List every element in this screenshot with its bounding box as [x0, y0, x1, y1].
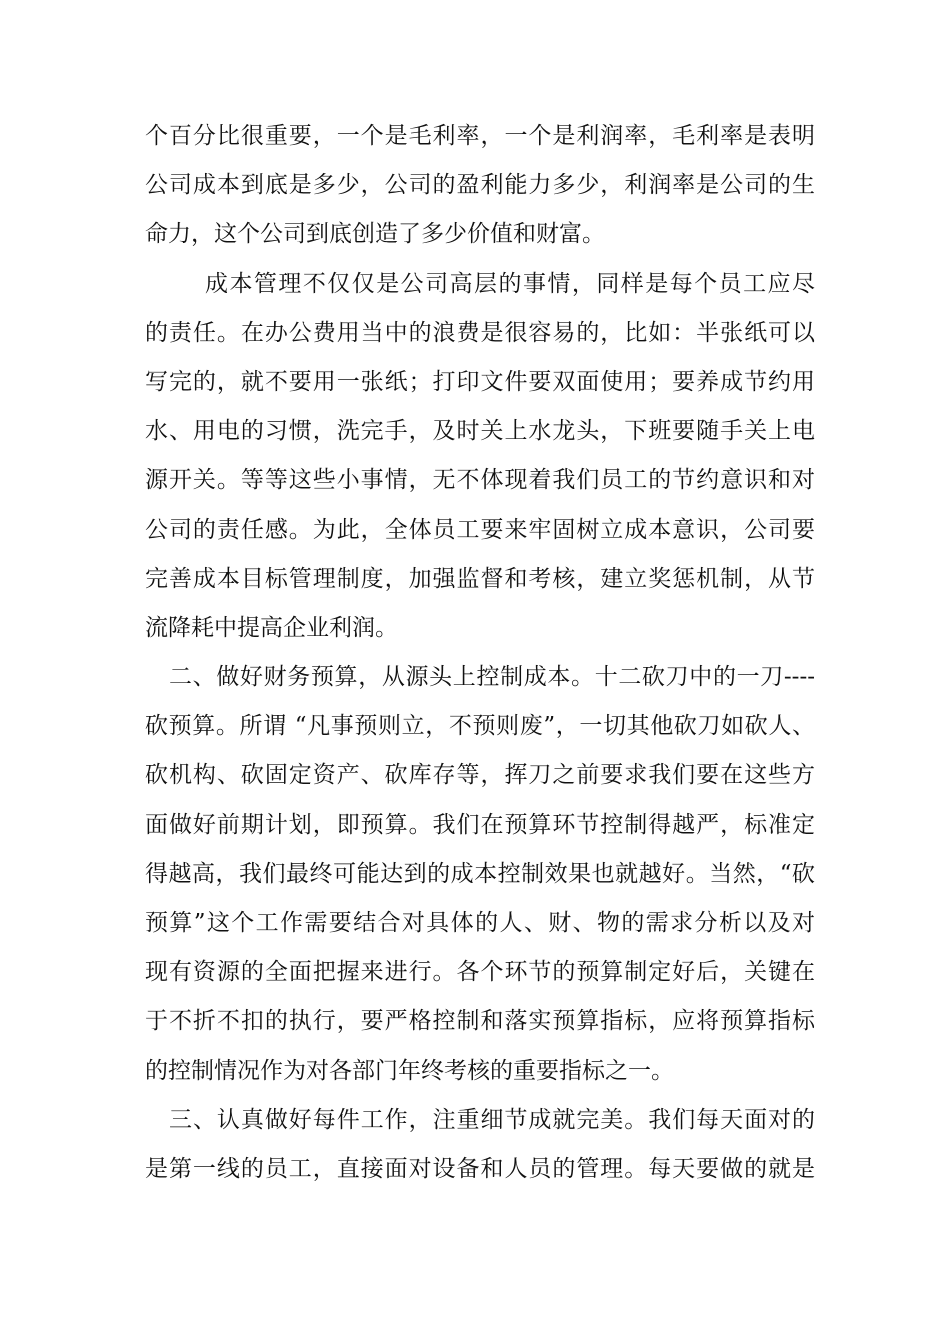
text-line: 面做好前期计划，即预算。我们在预算环节控制得越严，标准定 — [145, 811, 815, 838]
text-line: 的责任。在办公费用当中的浪费是很容易的，比如：半张纸可以 — [145, 319, 815, 346]
text-line: 得越高，我们最终可能达到的成本控制效果也就越好。当然，“砍 — [145, 860, 815, 887]
text-line: 预算”这个工作需要结合对具体的人、财、物的需求分析以及对 — [145, 910, 815, 936]
text-line: 个百分比很重要，一个是毛利率，一个是利润率，毛利率是表明 — [145, 123, 815, 149]
text-line: 于不折不扣的执行，要严格控制和落实预算指标，应将预算指标 — [145, 1008, 815, 1035]
text-line: 现有资源的全面把握来进行。各个环节的预算制定好后，关键在 — [145, 959, 815, 986]
text-line: 写完的，就不要用一张纸；打印文件要双面使用；要养成节约用 — [145, 368, 815, 395]
text-line: 成本管理不仅仅是公司高层的事情，同样是每个员工应尽 — [205, 270, 815, 297]
text-line: 公司成本到底是多少，公司的盈利能力多少，利润率是公司的生 — [145, 172, 815, 199]
text-line: 砍机构、砍固定资产、砍库存等，挥刀之前要求我们要在这些方 — [145, 762, 815, 789]
text-line: 源开关。等等这些小事情，无不体现着我们员工的节约意识和对 — [145, 467, 815, 494]
text-line: 流降耗中提高企业利润。 — [145, 614, 398, 641]
text-line: 三、认真做好每件工作，注重细节成就完美。我们每天面对的 — [169, 1106, 815, 1133]
text-line: 水、用电的习惯，洗完手，及时关上水龙头，下班要随手关上电 — [145, 418, 815, 445]
body-text — [145, 112, 815, 1194]
text-line: 公司的责任感。为此，全体员工要来牢固树立成本意识，公司要 — [145, 516, 815, 543]
text-line: 是第一线的员工，直接面对设备和人员的管理。每天要做的就是 — [145, 1155, 815, 1182]
text-line: 砍预算。所谓 “凡事预则立，不预则废”，一切其他砍刀如砍人、 — [145, 713, 815, 740]
text-line: 命力，这个公司到底创造了多少价值和财富。 — [145, 221, 605, 248]
text-line: 的控制情况作为对各部门年终考核的重要指标之一。 — [145, 1057, 674, 1084]
text-line: 二、做好财务预算，从源头上控制成本。十二砍刀中的一刀---- — [169, 664, 815, 691]
text-line: 完善成本目标管理制度，加强监督和考核，建立奖惩机制，从节 — [145, 565, 815, 592]
